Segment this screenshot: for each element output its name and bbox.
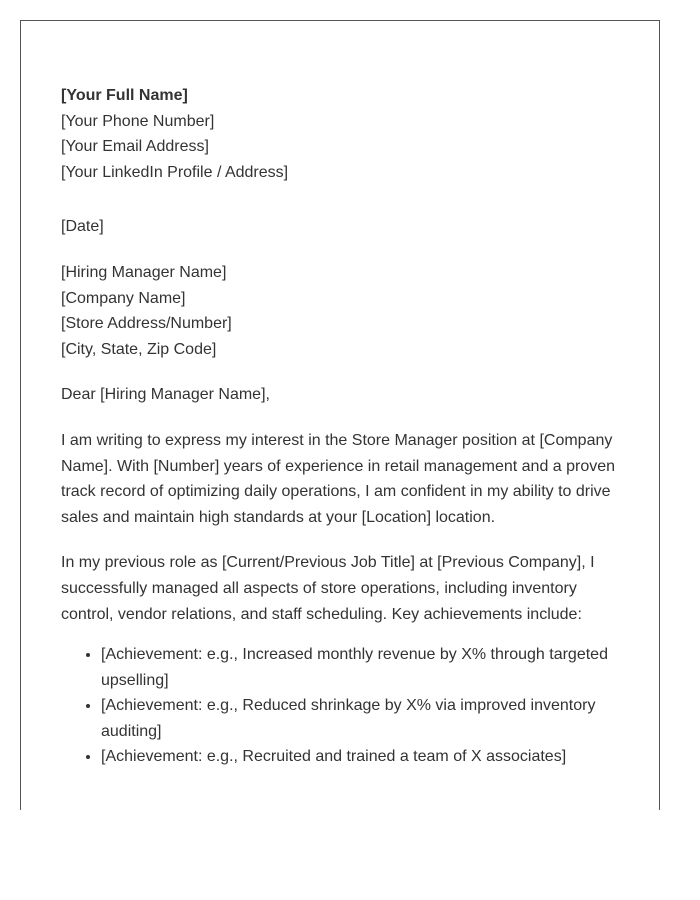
achievement-item: • [Achievement: e.g., Recruited and trained a team of X associates] xyxy=(101,744,621,770)
letter-content xyxy=(61,83,621,770)
achievement-item: • [Achievement: e.g., Increased monthly revenue by X% through targeted upselling] xyxy=(101,642,621,693)
sender-phone: [Your Phone Number] xyxy=(61,112,215,130)
recipient-store-address: [Store Address/Number] xyxy=(61,315,232,333)
recipient-company: [Company Name] xyxy=(61,289,186,307)
sender-block xyxy=(61,83,621,185)
recipient-block xyxy=(61,260,621,362)
achievement-item: • [Achievement: e.g., Reduced shrinkage by X% via improved inventory auditing] xyxy=(101,693,621,744)
sender-email: [Your Email Address] xyxy=(61,138,209,156)
letter-page xyxy=(20,20,660,810)
salutation: Dear [Hiring Manager Name], xyxy=(61,386,270,404)
body-paragraph: In my previous role as [Current/Previous Job Title] at [Previous Company], I successfully managed all aspects of store operations, including inventory control, vendor relations, and staff scheduling. Key achievements include: xyxy=(61,554,595,623)
sender-name: [Your Full Name] xyxy=(61,87,188,104)
achievements-list xyxy=(61,642,621,770)
body-paragraph: I am writing to express my interest in the Store Manager position at [Company Name]. With [Number] years of experience in retail management and a proven track record of optimizing daily operations, I am confident in my ability to drive sales and maintain high standards at your [Location] location. xyxy=(61,431,616,526)
recipient-city-state-zip: [City, State, Zip Code] xyxy=(61,340,217,358)
recipient-hiring-manager: [Hiring Manager Name] xyxy=(61,263,227,281)
sender-linkedin: [Your LinkedIn Profile / Address] xyxy=(61,163,289,181)
letter-date: [Date] xyxy=(61,218,104,236)
